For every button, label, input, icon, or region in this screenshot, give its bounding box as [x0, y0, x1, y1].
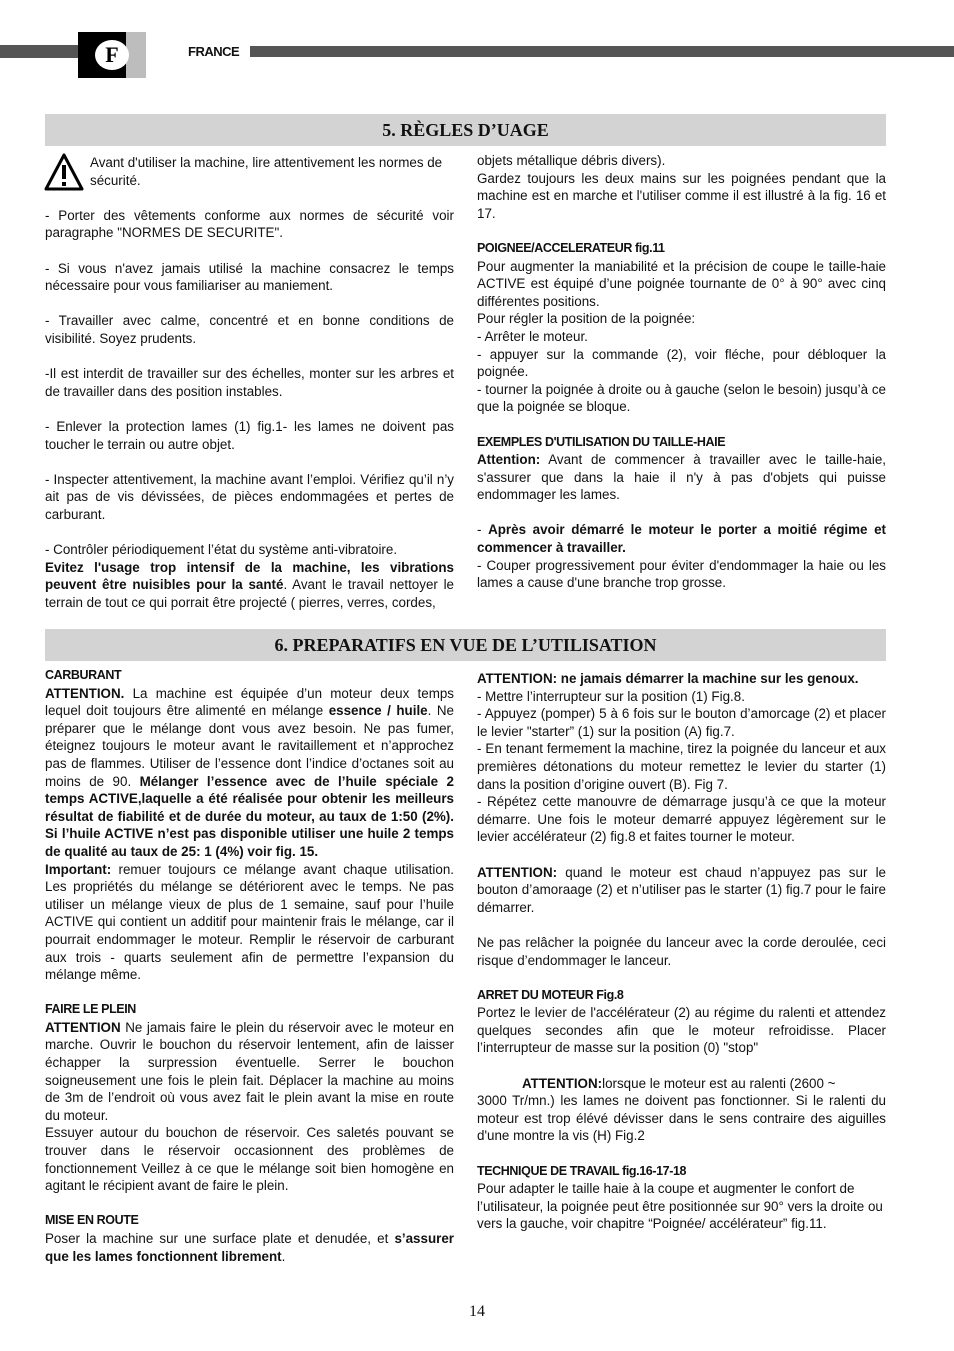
paragraph: objets métallique débris divers). [477, 153, 666, 168]
bold-text: ATTENTION. [45, 685, 125, 701]
text: . Ne préparer que le mélange dont vous avez besoin. Ne pas fumer, éteignez toujours le moteur avant le ravitaillement et n’approchez pas de flammes. Utiliser de l’essence dont l’indice d’octanes soit au moins de 90. [45, 703, 455, 789]
language-badge: F [95, 40, 129, 70]
paragraph: Pour augmenter la maniabilité et la précision de coupe le taille-haie ACTIVE est équipé d’une poignée tournante de 0° à 90° avec cinq différentes positions. [477, 258, 886, 309]
paragraph: - appuyer sur la commande (2), voir fléche, pour débloquer la poignée. [477, 346, 886, 380]
paragraph [477, 451, 886, 504]
paragraph [45, 559, 454, 612]
bold-text: ATTENTION: [477, 864, 558, 880]
bold-text: Après avoir démarré le moteur le porter a moitié régime et commencer à travailler. [477, 522, 886, 556]
bold-text: Attention: [477, 452, 541, 468]
bold-text: ATTENTION: ne jamais démarrer la machine sur les genoux. [477, 671, 859, 686]
paragraph: - Inspecter attentivement, la machine avant l’emploi. Vérifiez qu’il n’y ait pas de vis dévissées, de pièces endommagées et pertes de carburant. [45, 471, 454, 522]
paragraph [477, 670, 886, 688]
section-6-left-column [45, 667, 454, 1265]
bold-text: ATTENTION: [522, 1075, 603, 1091]
section-5-left-column [45, 154, 454, 611]
bold-text: Important: [45, 861, 112, 877]
paragraph: - tourner la poignée à droite ou à gauche (selon le besoin) jusqu’à ce que la poignée se bloque. [477, 381, 886, 415]
paragraph: Pour régler la position de la poignée: [477, 311, 696, 327]
bold-text: Evitez l'usage trop intensif de la machine, les vibrations peuvent être nuisibles pour la santé [45, 559, 454, 593]
paragraph: 3000 Tr/mn.) les lames ne doivent pas fonctionner. Si le ralenti du moteur est trop élévé dévisser dans le sens contraire des aiguilles d'une montre la vis (H) Fig.2 [477, 1093, 886, 1144]
text: . Avant le travail nettoyer le terrain de tout ce qui porrait être projecté ( pierres, verres, cordes, [45, 577, 454, 610]
warning-text: Avant d'utiliser la machine, lire attentivement les normes de sécurité. [90, 155, 443, 188]
paragraph: Pour adapter le taille haie à la coupe et augmenter le confort de l’utilisateur, la poignée peut être positionnée sur 90° vers la droite ou vers la gauche, voir chapitre “Poignée/ accélérateur” fig.11. [477, 1181, 883, 1232]
text: quand le moteur est chaud n’appuyez pas sur le bouton d’amoraage (2) et n’utiliser pas le starter (1) fig.7 pour le faire démarrer. [477, 864, 886, 915]
header-bar-right [250, 46, 954, 57]
paragraph: Gardez toujours les deux mains sur les poignées pendant que la machine est en marche et l'utiliser comme il est illustré à la fig. 16 et 17. [477, 170, 886, 221]
paragraph: - Mettre l’interrupteur sur la position (1) Fig.8. [477, 688, 745, 704]
subheading: ARRET DU MOTEUR Fig.8 [477, 987, 624, 1002]
section-6-title: 6. PREPARATIFS EN VUE DE L’UTILISATION [45, 629, 886, 661]
text: Poser la machine sur une surface plate et denudée, et [45, 1231, 395, 1246]
header-bar-left [0, 45, 82, 58]
text: - [477, 522, 489, 538]
bold-text: s’assurer que les lames fonctionnent librement [45, 1231, 454, 1264]
paragraph: Essuyer autour du bouchon de réservoir. Ces saletés pouvant se trouver dans le réservoir occasionnent des problèmes de fonctionnement Veillez à ce que le mélange soit bien homogène en agitant le récipient avant de faire le plein. [45, 1125, 454, 1194]
paragraph: - Porter des vêtements conforme aux normes de sécurité voir paragraphe "NORMES DE SECURITE". [45, 207, 454, 241]
paragraph: - Enlever la protection lames (1) fig.1- les lames ne doivent pas toucher le terrain ou autre objet. [45, 418, 454, 452]
text: lorsque le moteur est au ralenti (2600 ~ [602, 1075, 836, 1091]
paragraph: Portez le levier de l'accélérateur (2) au régime du ralenti et attendez quelques secondes afin que le moteur refroidisse. Placer l’interrupteur de masse sur la position (0) "stop" [477, 1005, 886, 1056]
paragraph: - Travailler avec calme, concentré et en bonne conditions de visibilité. Soyez prudents. [45, 313, 454, 346]
paragraph: -Il est interdit de travailler sur des échelles, monter sur les arbres et de travailler dans des position instables. [45, 366, 454, 399]
subheading: CARBURANT [45, 668, 122, 682]
paragraph [477, 1075, 886, 1093]
paragraph [45, 1019, 454, 1125]
paragraph: - Appuyez (pomper) 5 à 6 fois sur le bouton d’amorcage (2) et placer le levier "starter” (1) sur la position (A) fig.7. [477, 706, 886, 739]
paragraph: - Arrêter le moteur. [477, 328, 588, 344]
text: . [281, 1248, 286, 1264]
bold-text: essence / huile [328, 703, 428, 719]
section-5-title: 5. RÈGLES D’UAGE [45, 114, 886, 146]
page-number: 14 [469, 1303, 485, 1320]
paragraph [477, 864, 886, 917]
paragraph [45, 685, 454, 861]
text: Ne jamais faire le plein du réservoir avec le moteur en marche. Ouvrir le bouchon du réservoir lentement, afin de laisser échapper la surpression éventuelle. Serrer le bouchon soigneusement une fois le plein fait. Déplacer la machine au moins de 3m de l’endroit où vous avez fait le plein avant la mise en route du moteur. [45, 1019, 454, 1123]
text: Avant de commencer à travailler avec le taille-haie, s'assurer que dans la haie il n'y à pas d'objets qui puisse endommager les lames. [477, 452, 886, 503]
subheading: TECHNIQUE DE TRAVAIL fig.16-17-18 [477, 1163, 687, 1178]
text: La machine est équipée d’un moteur deux temps lequel doit toujours être alimenté en mélange [45, 685, 454, 719]
section-5-right-column [477, 152, 886, 592]
subheading: EXEMPLES D'UTILISATION DU TAILLE-HAIE [477, 434, 726, 449]
paragraph: Ne pas relâcher la poignée du lanceur avec la corde deroulée, ceci risque d’endommager le lanceur. [477, 934, 886, 968]
paragraph: - Si vous n'avez jamais utilisé la machine consacrez le temps nécessaire pour vous familiariser au maniement. [45, 260, 454, 294]
paragraph [477, 521, 886, 556]
paragraph: - Contrôler périodiquement l’état du système anti-vibratoire. [45, 542, 398, 558]
paragraph: - Répétez cette manouvre de démarrage jusqu’à ce que la moteur démarre. Une fois le moteur demarré appuyez légèrement sur le levier accélérateur (2) fig.8 et faites tourner le moteur. [477, 794, 886, 845]
subheading: MISE EN ROUTE [45, 1213, 139, 1228]
paragraph [45, 861, 454, 984]
bold-text: Mélanger l’essence avec de l’huile spéciale 2 temps ACTIVE,laquelle a été réalisée pour obtenir les meilleurs résultat de fiabilité et de durée du moteur, au taux de 1:50 (2%). Si l’huile ACTIVE n’est pas disponible utiliser une huile 2 temps de qualité au taux de 25: 1 (4%) voir fig. 15. [45, 773, 454, 859]
subheading: POIGNEE/ACCELERATEUR fig.11 [477, 240, 665, 255]
country-label: FRANCE [188, 44, 240, 59]
subheading: FAIRE LE PLEIN [45, 1002, 136, 1017]
text: remuer toujours ce mélange avant chaque utilisation. Les propriétés du mélange se détériorent avec le temps. Ne pas utiliser un mélange vieux de plus de 1 semaine, sauf pour l’huile ACTIVE qui contient un additif pour maintenir frais le mélange, car il pourrait endommager le moteur. Remplir le réservoir de carburant aux trois - quarts seulement afin de permettre l’expansion du mélange même. [45, 861, 454, 983]
bold-text: ATTENTION [45, 1019, 121, 1035]
section-6-right-column [477, 670, 886, 1233]
paragraph [45, 1230, 454, 1265]
paragraph: - En tenant fermement la machine, tirez la poignée du lanceur et aux premières détonations du moteur remettez le levier du starter (1) dans la position d’origine ouvert (B). Fig 7. [477, 741, 886, 792]
paragraph: - Couper progressivement pour éviter d'endommager la haie ou les lames a cause d'une branche trop grosse. [477, 557, 886, 591]
